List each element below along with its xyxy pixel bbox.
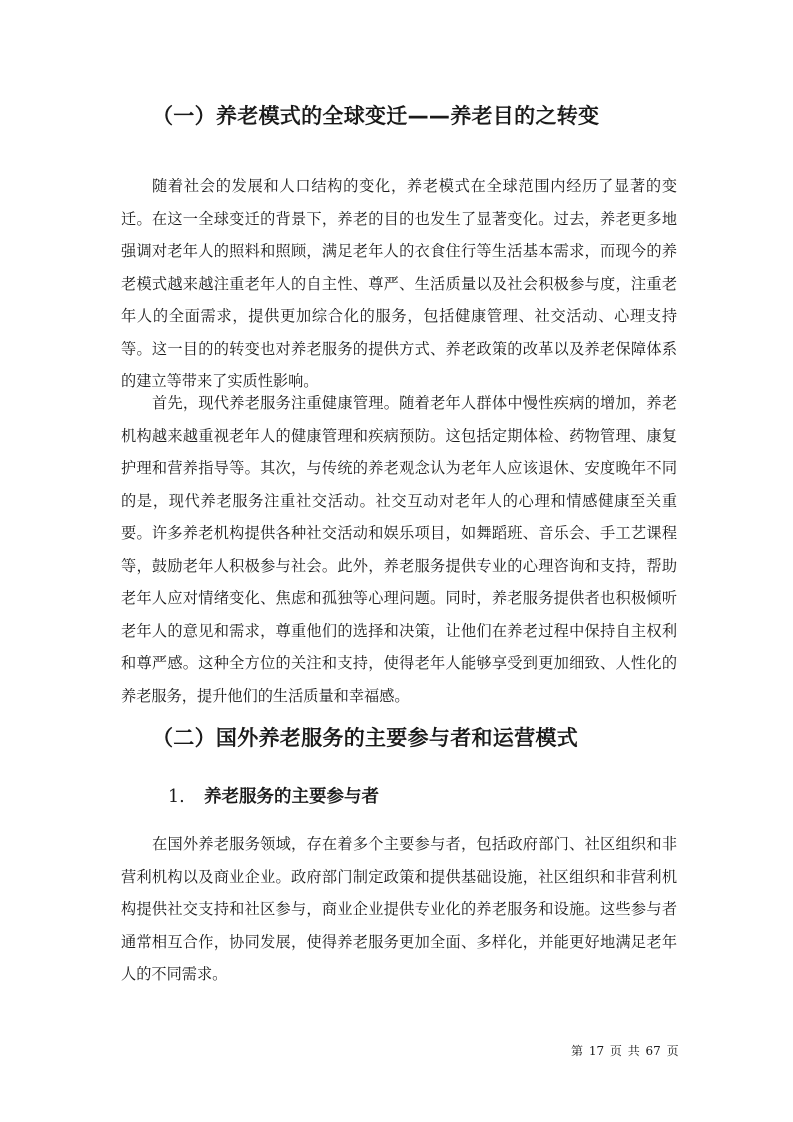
subsection-number: 1. <box>168 787 185 807</box>
section-1-paragraph-2: 首先，现代养老服务注重健康管理。随着老年人群体中慢性疾病的增加，养老机构越来越重视老年人的健康管理和疾病预防。这包括定期体检、药物管理、康复护理和营养指导等。其次，与传统的养老观念认为老年人应该退休、安度晚年不同的是，现代养老服务注重社交活动。社交互动对老年人的心理和情感健康至关重要。许多养老机构提供各种社交活动和娱乐项目，如舞蹈班、音乐会、手工艺课程等，鼓励老年人积极参与社会。此外，养老服务提供专业的心理咨询和支持，帮助老年人应对情绪变化、焦虑和孤独等心理问题。同时，养老服务提供者也积极倾听老年人的意见和需求，尊重他们的选择和决策，让他们在养老过程中保持自主权利和尊严感。这种全方位的关注和支持，使得老年人能够享受到更加细致、人性化的养老服务，提升他们的生活质量和幸福感。 <box>121 394 677 705</box>
section-1-paragraph-1: 随着社会的发展和人口结构的变化，养老模式在全球范围内经历了显著的变迁。在这一全球变迁的背景下，养老的目的也发生了显著变化。过去，养老更多地强调对老年人的照料和照顾，满足老年人的衣食住行等生活基本需求，而现今的养老模式越来越注重老年人的自主性、尊严、生活质量以及社会积极参与度，注重老年人的全面需求，提供更加综合化的服务，包括健康管理、社交活动、心理支持等。这一目的的转变也对养老服务的提供方式、养老政策的改革以及养老保障体系的建立等带来了实质性影响。 <box>121 177 677 390</box>
section-heading-1: （一）养老模式的全球变迁——养老目的之转变 <box>152 104 600 128</box>
subsection-1-paragraph-1: 在国外养老服务领域，存在着多个主要参与者，包括政府部门、社区组织和非营利机构以及商业企业。政府部门制定政策和提供基础设施，社区组织和非营利机构提供社交支持和社区参与，商业企业提供专业化的养老服务和设施。这些参与者通常相互合作，协同发展，使得养老服务更加全面、多样化，并能更好地满足老年人的不同需求。 <box>121 835 677 983</box>
page-number-footer: 第 17 页 共 67 页 <box>571 1044 679 1058</box>
subsection-heading-1 <box>168 784 379 810</box>
section-heading-2: （二）国外养老服务的主要参与者和运营模式 <box>152 726 578 750</box>
subsection-title: 养老服务的主要参与者 <box>204 787 379 807</box>
